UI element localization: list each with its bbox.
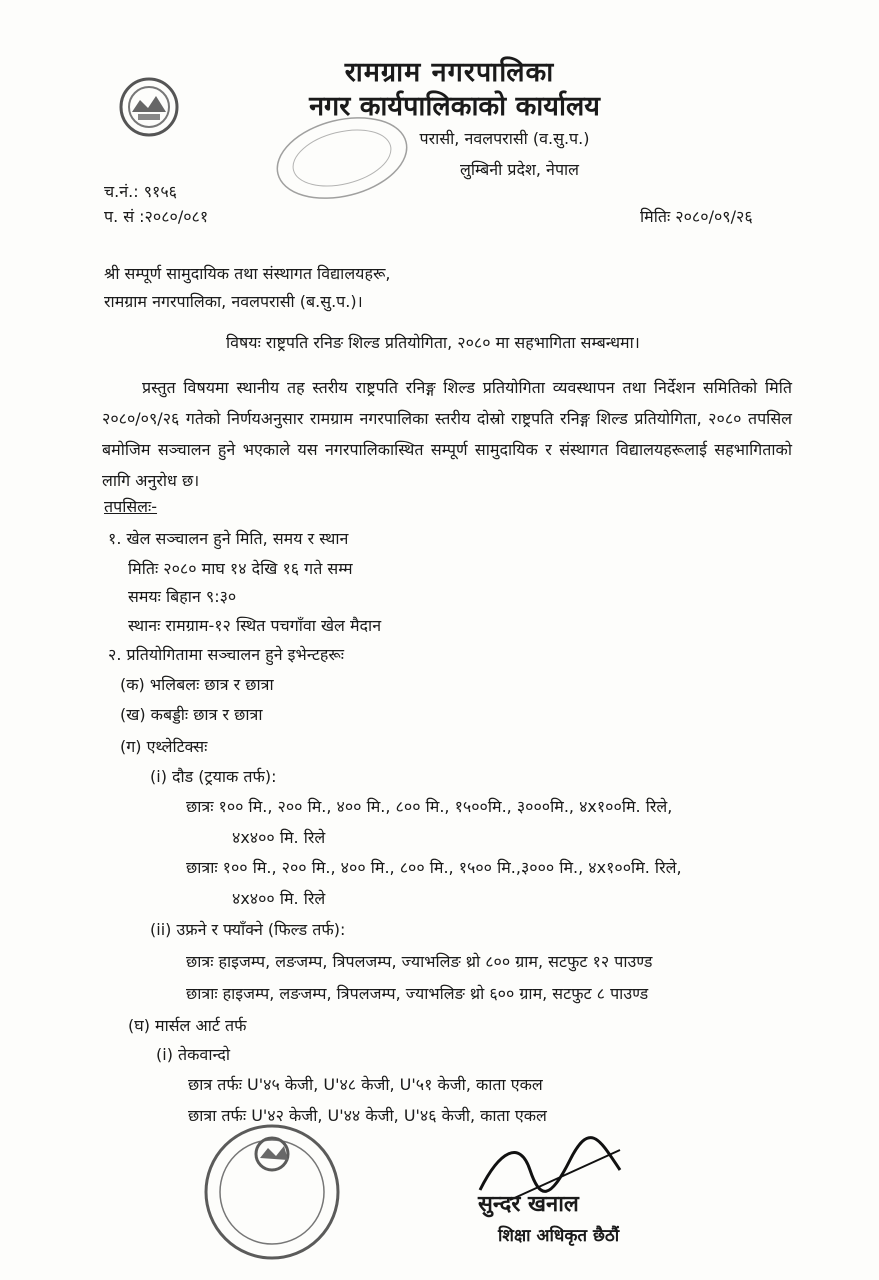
track-girls-line-1: छात्राः १०० मि., २०० मि., ४०० मि., ८०० मि., १५०० मि.,३००० मि., ४x१००मि. रिले,	[186, 858, 682, 877]
office-province: लुम्बिनी प्रदेश, नेपाल	[459, 160, 580, 179]
item1-title: १. खेल सञ्चालन हुने मिति, समय र स्थान	[108, 529, 349, 548]
recipient-line-2: रामग्राम नगरपालिका, नवलपरासी (ब.सु.प.)।	[104, 292, 363, 311]
taekwondo-title: (i) तेकवान्दो	[156, 1045, 231, 1064]
details-heading: तपसिलः-	[104, 497, 158, 516]
recipient-line-1: श्री सम्पूर्ण सामुदायिक तथा संस्थागत विद्यालयहरू,	[104, 264, 391, 283]
item1-time: समयः बिहान ९:३०	[128, 587, 237, 606]
event-martial-arts: (घ) मार्सल आर्ट तर्फ	[128, 1016, 247, 1035]
office-stamp-bottom	[192, 1114, 352, 1264]
event-volleyball: (क) भलिबलः छात्र र छात्रा	[120, 675, 274, 694]
fiscal-year: प. सं :२०८०/०८१	[104, 207, 209, 226]
taekwondo-boys: छात्र तर्फः U'४५ केजी, U'४८ केजी, U'५१ केजी, काता एकल	[188, 1075, 543, 1094]
event-kabaddi: (ख) कबड्डीः छात्र र छात्रा	[120, 705, 263, 724]
office-address: परासी, नवलपरासी (व.सु.प.)	[419, 129, 590, 148]
field-title: (ii) उफ्रने र फ्याँक्ने (फिल्ड तर्फ):	[150, 920, 346, 939]
item2-title: २. प्रतियोगितामा सञ्चालन हुने इभेन्टहरूः	[108, 645, 345, 664]
field-boys: छात्रः हाइजम्प, लङजम्प, त्रिपलजम्प, ज्याभलिङ थ्रो ८०० ग्राम, सटफुट १२ पाउण्ड	[186, 952, 653, 971]
track-boys-line-2: ४x४०० मि. रिले	[232, 828, 326, 847]
body-paragraph: प्रस्तुत विषयमा स्थानीय तह स्तरीय राष्ट्रपति रनिङ्ग शिल्ड प्रतियोगिता व्यवस्थापन तथा निर्देशन समितिको मिति २०८०/०९/२६ गतेको निर्णयअनुसार रामग्राम नगरपालिका स्तरीय दोस्रो राष्ट्रपति रनिङ्ग शिल्ड प्रतियोगिता, २०८० तपसिल बमोजिम सञ्चालन हुने भएकाले यस नगरपालिकास्थित सम्पूर्ण सामुदायिक र संस्थागत विद्यालयहरूलाई सहभागिताको लागि अनुरोध छ।	[102, 378, 792, 490]
field-girls: छात्राः हाइजम्प, लङजम्प, त्रिपलजम्प, ज्याभलिङ थ्रो ६०० ग्राम, सटफुट ८ पाउण्ड	[186, 984, 649, 1003]
office-stamp-top	[272, 116, 412, 200]
subject-line: विषयः राष्ट्रपति रनिङ शिल्ड प्रतियोगिता, २०८० मा सहभागिता सम्बन्धमा।	[226, 333, 640, 352]
event-athletics: (ग) एथ्लेटिक्सः	[120, 737, 208, 756]
taekwondo-girls: छात्रा तर्फः U'४२ केजी, U'४४ केजी, U'४६ केजी, काता एकल	[188, 1106, 547, 1125]
reference-number: च.नं.: ९१५६	[104, 182, 177, 201]
signatory-designation: शिक्षा अधिकृत छैठौं	[498, 1226, 620, 1246]
office-subtitle: नगर कार्यपालिकाको कार्यालय	[309, 91, 600, 122]
office-name: रामग्राम नगरपालिका	[344, 57, 555, 88]
track-boys-line-1: छात्रः १०० मि., २०० मि., ४०० मि., ८०० मि., १५००मि., ३०००मि., ४x१००मि. रिले,	[186, 797, 673, 816]
item1-date: मितिः २०८० माघ १४ देखि १६ गते सम्म	[128, 559, 353, 578]
letter-date: मितिः २०८०/०९/२६	[640, 207, 753, 226]
signatory-name: सुन्दर खनाल	[478, 1192, 579, 1217]
item1-venue: स्थानः रामग्राम-१२ स्थित पचगाँवा खेल मैदान	[128, 616, 382, 635]
track-girls-line-2: ४x४०० मि. रिले	[232, 889, 326, 908]
track-title: (i) दौड (ट्रयाक तर्फ):	[150, 767, 277, 786]
